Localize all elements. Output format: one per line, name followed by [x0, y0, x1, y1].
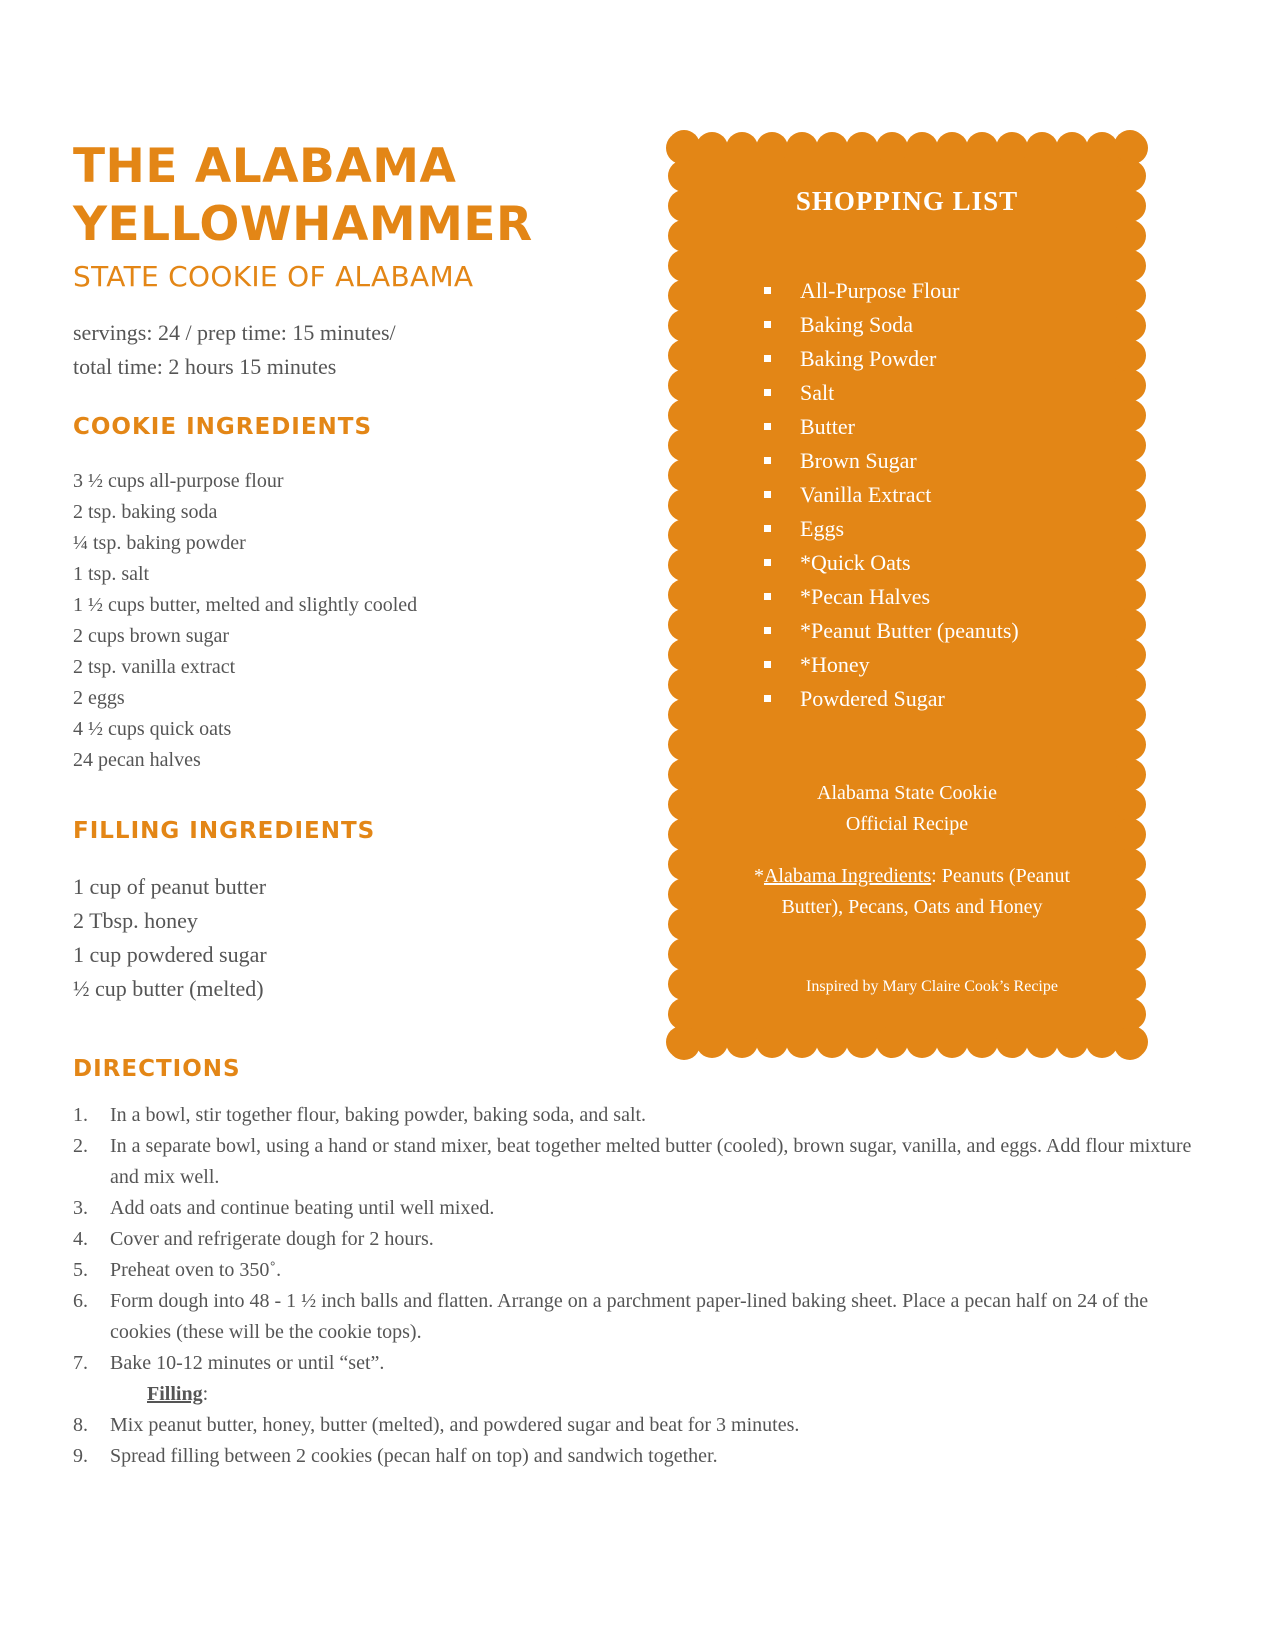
cookie-ingredients-list — [73, 466, 417, 776]
list-item: 2 eggs — [73, 687, 125, 709]
direction-step — [73, 1348, 1193, 1379]
step-number: 6. — [73, 1290, 88, 1312]
list-item: 2 tsp. vanilla extract — [73, 656, 236, 678]
shopping-item: *Pecan Halves — [764, 580, 1019, 614]
shopping-item: Butter — [764, 410, 1019, 444]
shopping-item: *Peanut Butter (peanuts) — [764, 614, 1019, 648]
list-item: 1 cup powdered sugar — [73, 942, 267, 967]
alabama-ingredients-label: Alabama Ingredients — [763, 865, 932, 887]
list-item: 1 ½ cups butter, melted and slightly cooled — [73, 594, 418, 616]
filling-ingredients-list — [73, 870, 267, 1006]
shopping-list-panel — [682, 146, 1132, 1044]
step-number: 8. — [73, 1414, 88, 1436]
step-text: Form dough into 48 - 1 ½ inch balls and flatten. Arrange on a parchment paper-lined baking sheet. Place a pecan half on 24 of the cookies (these will be the cookie tops). — [110, 1290, 1149, 1343]
recipe-title — [73, 138, 533, 254]
filling-colon: : — [202, 1383, 209, 1405]
step-text: In a bowl, stir together flour, baking powder, baking soda, and salt. — [110, 1104, 647, 1126]
filling-label: Filling — [147, 1383, 203, 1405]
shopping-item: *Quick Oats — [764, 546, 1019, 580]
note-line-2: Official Recipe — [845, 813, 969, 835]
alabama-ingredients-text: : Peanuts (Peanut Butter), Pecans, Oats and Honey — [781, 865, 1071, 918]
shopping-item: Salt — [764, 376, 1019, 410]
direction-step — [73, 1410, 1193, 1441]
list-item: 2 Tbsp. honey — [73, 908, 198, 933]
note-line-1: Alabama State Cookie — [817, 782, 997, 804]
step-number: 1. — [73, 1104, 88, 1126]
shopping-item: Powdered Sugar — [764, 682, 1019, 716]
list-item: 1 tsp. salt — [73, 563, 150, 585]
step-text: Spread filling between 2 cookies (pecan half on top) and sandwich together. — [110, 1445, 718, 1467]
list-item: 2 cups brown sugar — [73, 625, 230, 647]
step-number: 9. — [73, 1445, 88, 1467]
shopping-item: Eggs — [764, 512, 1019, 546]
meta-line-1: servings: 24 / prep time: 15 minutes/ — [73, 320, 396, 345]
direction-step — [73, 1255, 1193, 1286]
shopping-item: Baking Soda — [764, 308, 1019, 342]
directions-list — [73, 1100, 1193, 1472]
direction-step — [73, 1131, 1193, 1193]
list-item: ½ cup butter (melted) — [73, 976, 264, 1001]
recipe-subtitle: STATE COOKIE OF ALABAMA — [73, 260, 474, 293]
shopping-list-heading: SHOPPING LIST — [795, 186, 1019, 216]
shopping-item: All-Purpose Flour — [764, 274, 1019, 308]
shopping-item: *Honey — [764, 648, 1019, 682]
step-text: In a separate bowl, using a hand or stand mixer, beat together melted butter (cooled), brown sugar, vanilla, and eggs. Add flour mixture and mix well. — [110, 1135, 1192, 1188]
shopping-item: Vanilla Extract — [764, 478, 1019, 512]
list-item: 24 pecan halves — [73, 749, 201, 771]
direction-step — [73, 1286, 1193, 1348]
filling-ingredients-heading: FILLING INGREDIENTS — [73, 818, 376, 844]
step-text: Add oats and continue beating until well mixed. — [110, 1197, 495, 1219]
direction-step — [73, 1224, 1193, 1255]
directions-heading: DIRECTIONS — [73, 1056, 241, 1082]
cookie-ingredients-heading: COOKIE INGREDIENTS — [73, 414, 373, 440]
list-item: 4 ½ cups quick oats — [73, 718, 232, 740]
step-text: Cover and refrigerate dough for 2 hours. — [110, 1228, 434, 1250]
shopping-item: Brown Sugar — [764, 444, 1019, 478]
filling-subheading — [73, 1379, 1193, 1410]
asterisk: * — [753, 865, 764, 887]
step-number: 7. — [73, 1352, 88, 1374]
meta-line-2: total time: 2 hours 15 minutes — [73, 354, 337, 379]
step-number: 2. — [73, 1135, 88, 1157]
recipe-meta — [73, 316, 573, 384]
direction-step — [73, 1193, 1193, 1224]
shopping-item: Baking Powder — [764, 342, 1019, 376]
title-line-1: THE ALABAMA — [73, 139, 457, 194]
inspired-by-note: Inspired by Mary Claire Cook’s Recipe — [806, 978, 1058, 995]
direction-step — [73, 1441, 1193, 1472]
list-item: 3 ½ cups all-purpose flour — [73, 470, 284, 492]
list-item: 1 cup of peanut butter — [73, 874, 267, 899]
step-text: Bake 10-12 minutes or until “set”. — [110, 1352, 385, 1374]
direction-step — [73, 1100, 1193, 1131]
official-recipe-note — [682, 778, 1132, 840]
list-item: 2 tsp. baking soda — [73, 501, 218, 523]
step-number: 3. — [73, 1197, 88, 1219]
step-text: Preheat oven to 350˚. — [110, 1259, 282, 1281]
step-number: 4. — [73, 1228, 88, 1250]
step-number: 5. — [73, 1259, 88, 1281]
shopping-list — [764, 274, 1019, 716]
step-text: Mix peanut butter, honey, butter (melted), and powdered sugar and beat for 3 minutes. — [110, 1414, 800, 1436]
alabama-ingredients-note — [722, 861, 1102, 923]
title-line-2: YELLOWHAMMER — [73, 197, 533, 252]
list-item: ¼ tsp. baking powder — [73, 532, 246, 554]
